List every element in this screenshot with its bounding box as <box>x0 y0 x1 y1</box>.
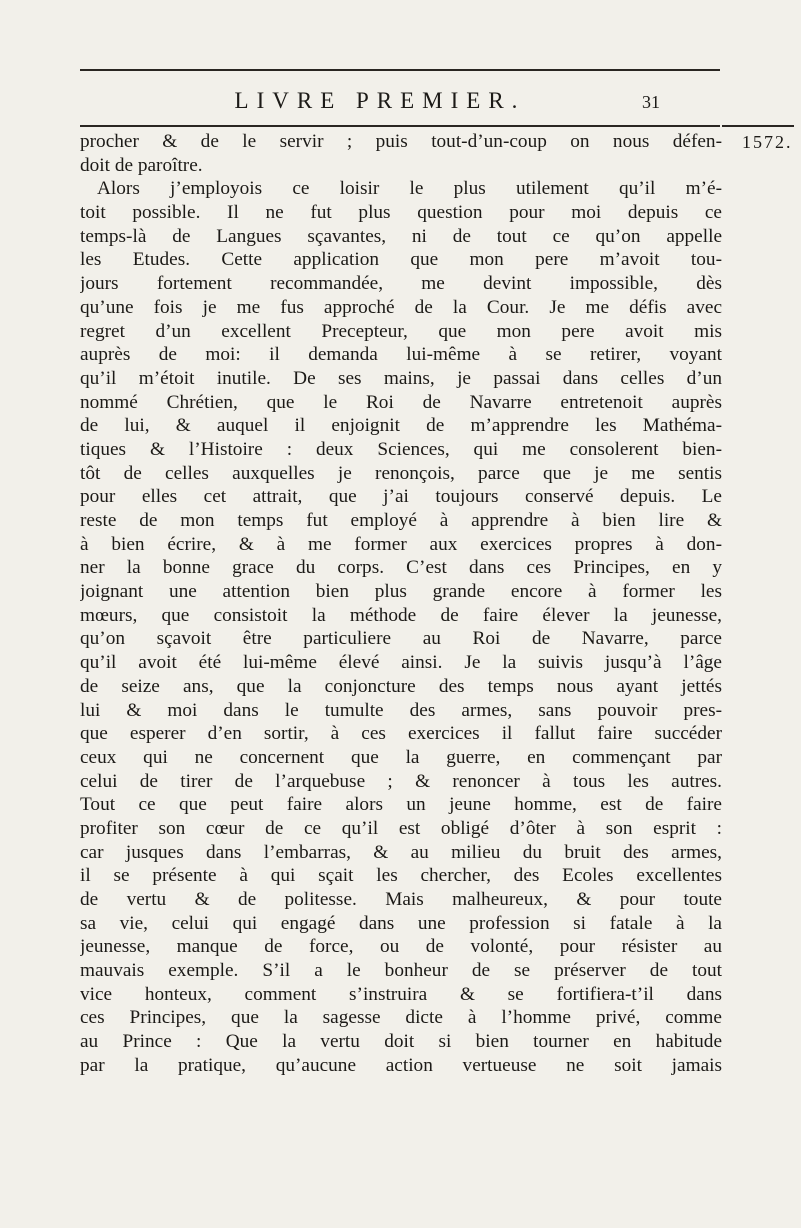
text-line: Tout ce que peut faire alors un jeune homme, est de faire <box>80 794 722 816</box>
margin-year-note: 1572. <box>742 132 793 152</box>
text-line: nommé Chrétien, que le Roi de Navarre entretenoit auprès <box>80 391 722 413</box>
text-line: profiter son cœur de ce qu’il est obligé d’ôter à son esprit : <box>80 817 722 839</box>
text-line: qu’on sçavoit être particuliere au Roi de Navarre, parce <box>80 628 722 650</box>
text-line: joignant une attention bien plus grande encore à former les <box>80 581 722 603</box>
text-line: mœurs, que consistoit la méthode de faire élever la jeunesse, <box>80 604 722 626</box>
text-line: jours fortement recommandée, me devint impossible, dès <box>80 273 722 295</box>
text-line: mauvais exemple. S’il a le bonheur de se préserver de tout <box>80 960 722 982</box>
text-line: Alors j’employois ce loisir le plus utilement qu’il m’é- <box>97 178 722 200</box>
text-line: à bien écrire, & à me former aux exercices propres à don- <box>80 533 722 555</box>
text-line: car jusques dans l’embarras, & au milieu du bruit des armes, <box>80 841 722 863</box>
text-line: qu’il m’étoit inutile. De ses mains, je passai dans celles d’un <box>80 367 722 389</box>
text-line: que esperer d’en sortir, à ces exercices il fallut faire succéder <box>80 723 722 745</box>
text-line: reste de mon temps fut employé à apprendre à bien lire & <box>80 510 722 531</box>
text-line: ces Principes, que la sagesse dicte à l’homme privé, comme <box>80 1007 722 1029</box>
text-line: lui & moi dans le tumulte des armes, sans pouvoir pres- <box>80 699 722 721</box>
page-number: 31 <box>642 92 660 112</box>
text-line: tiques & l’Histoire : deux Sciences, qui me consolerent bien- <box>80 438 722 460</box>
text-line: celui de tirer de l’arquebuse ; & renoncer à tous les autres. <box>80 770 722 792</box>
text-line: ner la bonne grace du corps. C’est dans ces Principes, en y <box>80 557 722 579</box>
running-head: LIVRE PREMIER. <box>234 88 526 113</box>
text-line: tôt de celles auxquelles je renonçois, parce que je me sentis <box>80 462 722 484</box>
text-line: qu’il avoit été lui-même élevé ainsi. Je la suivis jusqu’à l’âge <box>80 652 722 674</box>
text-line: regret d’un excellent Precepteur, que mon pere avoit mis <box>80 320 722 342</box>
text-line: doit de paroître. <box>80 154 203 176</box>
text-line: de vertu & de politesse. Mais malheureux, & pour toute <box>80 889 722 910</box>
text-line: de seize ans, que la conjoncture des temps nous ayant jettés <box>80 675 722 697</box>
text-line: sa vie, celui qui engagé dans une profession si fatale à la <box>80 912 722 934</box>
text-line: auprès de moi: il demanda lui-même à se retirer, voyant <box>80 344 722 366</box>
text-line: procher & de le servir ; puis tout-d’un-coup on nous défen- <box>80 131 722 152</box>
text-line: toit possible. Il ne fut plus question pour moi depuis ce <box>80 202 722 224</box>
text-line: par la pratique, qu’aucune action vertueuse ne soit jamais <box>80 1054 722 1076</box>
text-line: ceux qui ne concernent que la guerre, en commençant par <box>80 746 722 768</box>
text-line: temps-là de Langues sçavantes, ni de tout ce qu’on appelle <box>80 225 722 247</box>
top-rule <box>80 69 720 71</box>
text-line: de lui, & auquel il enjoignit de m’apprendre les Mathéma- <box>80 415 722 437</box>
text-line: les Etudes. Cette application que mon pere m’avoit tou- <box>80 249 722 271</box>
margin-rule <box>722 125 794 127</box>
text-line: au Prince : Que la vertu doit si bien tourner en habitude <box>80 1031 722 1053</box>
text-line: qu’une fois je me fus approché de la Cour. Je me défis avec <box>80 296 722 318</box>
text-line: jeunesse, manque de force, ou de volonté, pour résister au <box>80 936 722 958</box>
text-line: il se présente à qui sçait les chercher, des Ecoles excellentes <box>80 865 722 887</box>
header-rule <box>80 125 720 127</box>
text-line: vice honteux, comment s’instruira & se fortifiera-t’il dans <box>80 983 722 1005</box>
body-text <box>80 130 722 1078</box>
text-line: pour elles cet attrait, que j’ai toujours conservé depuis. Le <box>80 486 722 508</box>
